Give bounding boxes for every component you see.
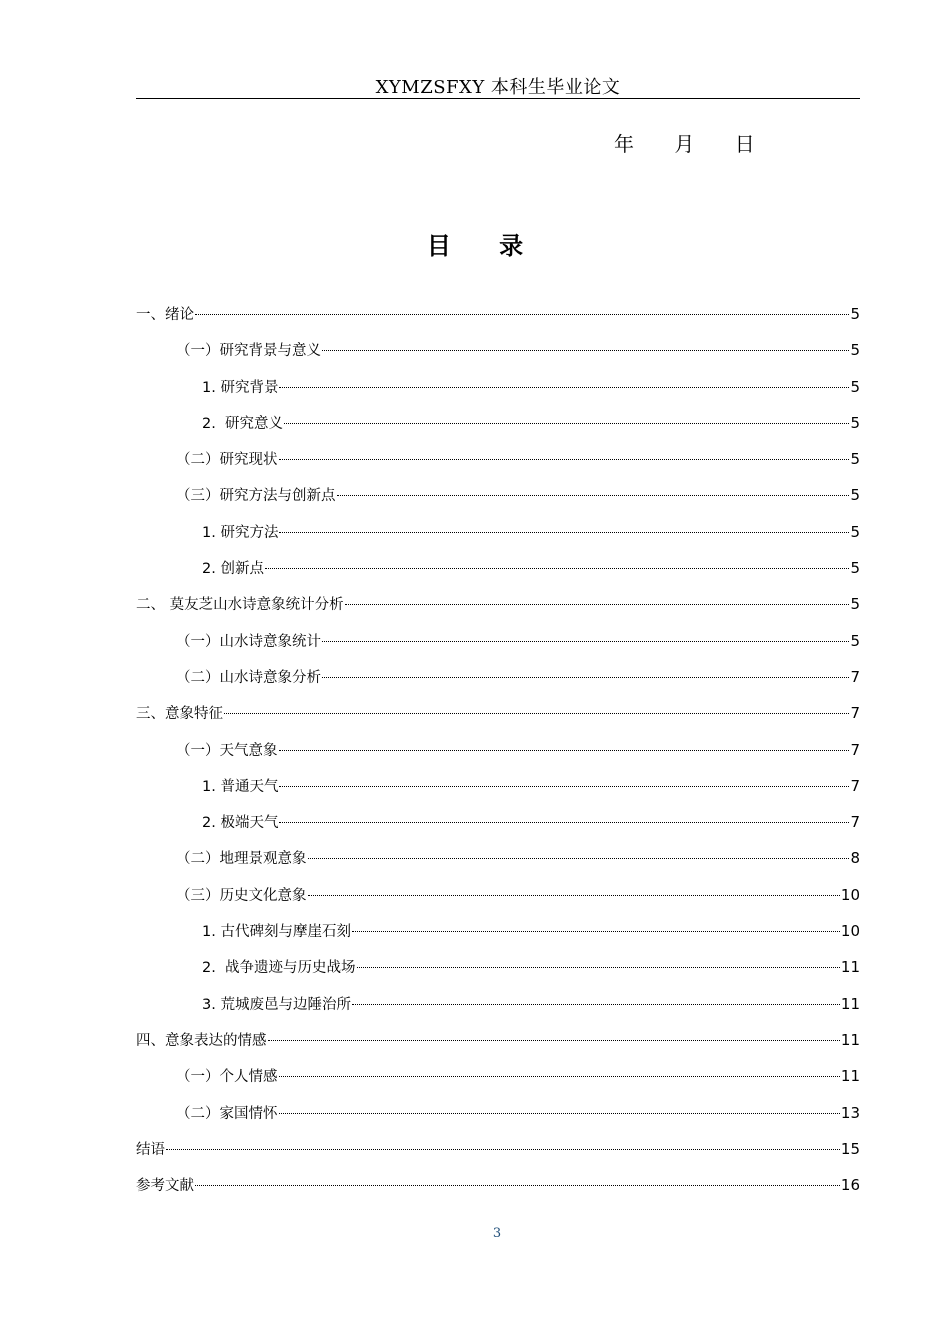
date-line xyxy=(614,128,755,157)
page-number: 3 xyxy=(492,1226,502,1241)
toc-leader-dots xyxy=(279,822,849,823)
toc-entry-page: 7 xyxy=(850,776,860,795)
toc-entry-label: （一）个人情感 xyxy=(176,1069,278,1086)
toc-entry[interactable] xyxy=(136,623,860,659)
toc-leader-dots xyxy=(279,459,850,460)
toc-entry[interactable] xyxy=(136,913,860,949)
toc-entry-page: 16 xyxy=(840,1176,860,1195)
toc-entry[interactable] xyxy=(136,840,860,876)
toc-entry-page: 15 xyxy=(840,1139,860,1158)
toc-leader-dots xyxy=(352,1004,840,1005)
toc-entry-page: 8 xyxy=(850,849,860,868)
toc-entry-label: 三、意象特征 xyxy=(136,706,223,723)
toc-entry[interactable] xyxy=(136,804,860,840)
toc-entry-label: （一）天气意象 xyxy=(176,742,278,759)
date-year: 年 xyxy=(614,132,634,156)
toc-leader-dots xyxy=(268,1040,840,1041)
toc-entry-label: 二、 莫友芝山水诗意象统计分析 xyxy=(136,597,344,614)
toc-entry-label: 四、意象表达的情感 xyxy=(136,1032,267,1049)
toc-leader-dots xyxy=(322,641,849,642)
toc-entry-page: 5 xyxy=(850,341,860,360)
toc-leader-dots xyxy=(195,1185,840,1186)
toc-entry-label: 2. 战争遗迹与历史战场 xyxy=(202,960,356,977)
toc-entry[interactable] xyxy=(136,986,860,1022)
toc-entry-label: （三）研究方法与创新点 xyxy=(176,488,336,505)
toc-entry-page: 5 xyxy=(850,522,860,541)
toc-entry-page: 5 xyxy=(850,595,860,614)
toc-leader-dots xyxy=(345,604,850,605)
toc-entry[interactable] xyxy=(136,1095,860,1131)
toc-leader-dots xyxy=(195,314,849,315)
toc-leader-dots xyxy=(322,350,849,351)
toc-entry[interactable] xyxy=(136,369,860,405)
toc-entry-page: 5 xyxy=(850,559,860,578)
toc-entry-label: 3. 荒城废邑与边陲治所 xyxy=(202,996,351,1013)
toc-entry-label: （二）研究现状 xyxy=(176,452,278,469)
toc-entry-label: （二）地理景观意象 xyxy=(176,851,307,868)
toc-leader-dots xyxy=(265,568,850,569)
toc-entry[interactable] xyxy=(136,1058,860,1094)
running-header-title: XYMZSFXY 本科生毕业论文 xyxy=(375,77,621,98)
toc-entry-page: 7 xyxy=(850,813,860,832)
toc-entry-page: 7 xyxy=(850,667,860,686)
toc-entry-page: 7 xyxy=(850,704,860,723)
toc-entry-page: 5 xyxy=(850,486,860,505)
toc-entry[interactable] xyxy=(136,768,860,804)
toc-entry-page: 11 xyxy=(840,1030,860,1049)
toc-leader-dots xyxy=(357,967,840,968)
toc-entry-page: 5 xyxy=(850,450,860,469)
toc-entry-page: 5 xyxy=(850,413,860,432)
toc-leader-dots xyxy=(279,786,849,787)
toc-entry-page: 5 xyxy=(850,305,860,323)
toc-entry[interactable] xyxy=(136,732,860,768)
toc-entry[interactable] xyxy=(136,441,860,477)
toc-leader-dots xyxy=(308,858,850,859)
toc-entry[interactable] xyxy=(136,550,860,586)
toc-entry-label: （一）研究背景与意义 xyxy=(176,343,321,360)
toc-leader-dots xyxy=(284,423,849,424)
toc-entry-label: （一）山水诗意象统计 xyxy=(176,633,321,650)
toc-entry-label: （二）家国情怀 xyxy=(176,1105,278,1122)
header-rule xyxy=(136,98,860,99)
toc-entry-label: 结语 xyxy=(136,1141,165,1158)
toc-leader-dots xyxy=(322,677,849,678)
toc-leader-dots xyxy=(279,387,849,388)
toc-entry-page: 10 xyxy=(840,885,860,904)
toc-entry[interactable] xyxy=(136,1022,860,1058)
toc-entry-page: 11 xyxy=(840,1067,860,1086)
toc-entry[interactable] xyxy=(136,477,860,513)
toc-entry[interactable] xyxy=(136,659,860,695)
toc-leader-dots xyxy=(337,495,850,496)
toc-entry-label: （三）历史文化意象 xyxy=(176,887,307,904)
toc-entry[interactable] xyxy=(136,877,860,913)
toc-leader-dots xyxy=(279,1076,840,1077)
toc-entry[interactable] xyxy=(136,514,860,550)
toc-entry[interactable] xyxy=(136,949,860,985)
toc-entry[interactable] xyxy=(136,296,860,332)
toc-entry[interactable] xyxy=(136,1167,860,1203)
toc-leader-dots xyxy=(166,1149,840,1150)
toc-entry[interactable] xyxy=(136,405,860,441)
toc-leader-dots xyxy=(279,750,850,751)
toc-entry-label: 一、绪论 xyxy=(136,307,194,323)
date-day: 日 xyxy=(734,132,755,156)
toc-entry-page: 13 xyxy=(840,1103,860,1122)
toc-entry-label: 1. 古代碑刻与摩崖石刻 xyxy=(202,924,351,941)
toc-entry-label: 参考文献 xyxy=(136,1178,194,1195)
toc-entry-page: 10 xyxy=(840,922,860,941)
toc-entry-page: 11 xyxy=(840,958,860,977)
toc-entry-page: 5 xyxy=(850,377,860,396)
toc-entry-page: 11 xyxy=(840,994,860,1013)
toc-leader-dots xyxy=(352,931,840,932)
toc-entry-label: 2. 研究意义 xyxy=(202,415,284,432)
toc-leader-dots xyxy=(224,713,849,714)
toc-entry-label: 1. 普通天气 xyxy=(202,778,279,795)
toc-entry-label: 2. 创新点 xyxy=(202,561,264,578)
toc-entry-label: 1. 研究方法 xyxy=(202,524,279,541)
toc-leader-dots xyxy=(279,532,849,533)
toc-leader-dots xyxy=(308,895,840,896)
toc-entry[interactable] xyxy=(136,1131,860,1167)
toc-title: 目 录 xyxy=(426,232,544,260)
toc-entry[interactable] xyxy=(136,695,860,731)
toc-entry-label: 1. 研究背景 xyxy=(202,379,279,396)
toc-entry-page: 7 xyxy=(850,740,860,759)
toc-entry-label: （二）山水诗意象分析 xyxy=(176,669,321,686)
toc-entry-page: 5 xyxy=(850,631,860,650)
date-month: 月 xyxy=(674,132,695,156)
toc-leader-dots xyxy=(279,1113,840,1114)
toc-entry[interactable] xyxy=(136,586,860,622)
toc-entry[interactable] xyxy=(136,332,860,368)
toc-entry-label: 2. 极端天气 xyxy=(202,815,279,832)
table-of-contents xyxy=(136,296,860,1203)
